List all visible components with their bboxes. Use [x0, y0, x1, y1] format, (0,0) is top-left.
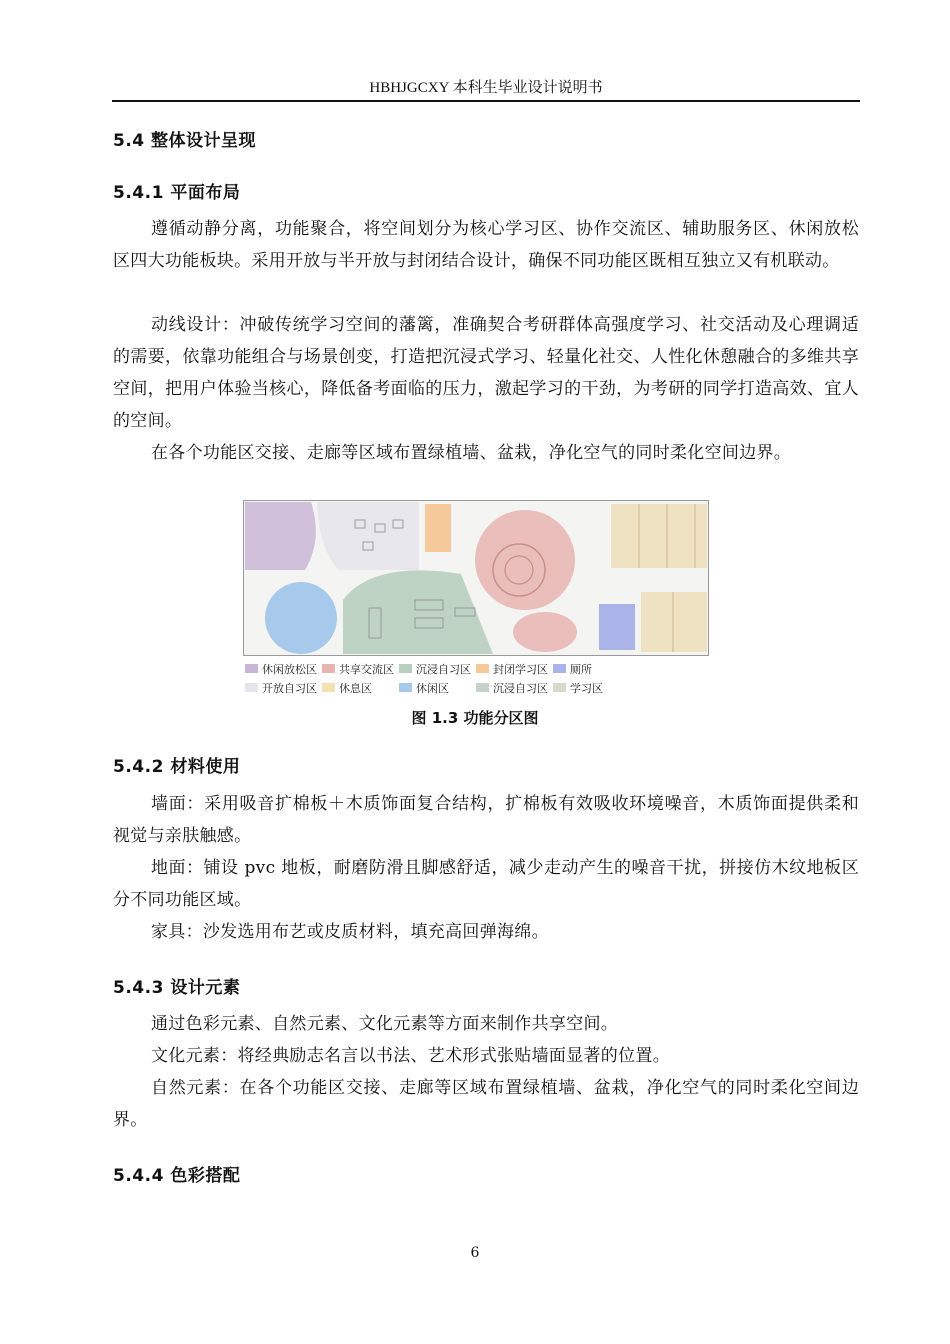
legend-item	[245, 680, 322, 696]
legend-swatch	[322, 683, 335, 692]
legend-swatch	[553, 664, 566, 673]
legend-label: 沉浸自习区	[493, 681, 548, 695]
legend-swatch	[245, 683, 258, 692]
zone-leisure	[265, 582, 337, 654]
legend-item	[399, 661, 476, 677]
legend-item	[476, 661, 553, 677]
zone-restroom	[599, 604, 635, 650]
paragraph-layout-2: 动线设计：冲破传统学习空间的藩篱，准确契合考研群体高强度学习、社交活动及心理调适的需要，依靠功能组合与场景创变，打造把沉浸式学习、轻量化社交、人性化休憩融合的多维共享空间，把用户体验当核心，降低备考面临的压力，激起学习的干劲，为考研的同学打造高效、宜人的空间。	[113, 315, 859, 431]
floor-plan-diagram	[243, 500, 709, 656]
legend-label: 封闭学习区	[493, 662, 548, 676]
legend-item	[476, 680, 553, 696]
legend-item	[399, 680, 476, 696]
zone-closed-study	[425, 504, 451, 552]
paragraph-material-2: 地面：铺设 pvc 地板，耐磨防滑且脚感舒适，减少走动产生的噪音干扰，拼接仿木纹地板区分不同功能区域。	[113, 858, 859, 910]
paragraph-element-3: 自然元素：在各个功能区交接、走廊等区域布置绿植墙、盆栽，净化空气的同时柔化空间边界。	[113, 1078, 859, 1130]
section-heading-5-4-2: 5.4.2 材料使用	[113, 757, 241, 777]
legend-swatch	[476, 664, 489, 673]
legend-swatch	[399, 683, 412, 692]
legend-swatch	[476, 683, 489, 692]
legend-item	[245, 661, 322, 677]
legend-swatch	[399, 664, 412, 673]
legend-label: 休闲区	[416, 681, 449, 695]
page-number: 6	[470, 1245, 480, 1261]
legend-label: 休闲放松区	[262, 662, 317, 676]
legend-label: 休息区	[339, 681, 372, 695]
legend-label: 学习区	[570, 681, 603, 695]
legend-item	[553, 680, 630, 696]
zone-open-study	[317, 502, 419, 570]
legend-swatch	[322, 664, 335, 673]
paragraph-element-2: 文化元素：将经典励志名言以书法、艺术形式张贴墙面显著的位置。	[151, 1046, 670, 1066]
zone-leisure-relax	[245, 502, 316, 570]
header-rule	[112, 100, 860, 102]
zone-rest	[513, 612, 577, 652]
zone-study-bottom	[641, 592, 707, 652]
paragraph-material-3: 家具：沙发选用布艺或皮质材料，填充高回弹海绵。	[151, 922, 549, 942]
zone-study-top	[611, 504, 707, 568]
figure-caption: 图 1.3 功能分区图	[411, 709, 539, 727]
paragraph-layout-1: 遵循动静分离，功能聚合，将空间划分为核心学习区、协作交流区、辅助服务区、休闲放松区四大功能板块。采用开放与半开放与封闭结合设计，确保不同功能区既相互独立又有机联动。	[113, 219, 859, 271]
legend-swatch	[553, 683, 566, 692]
legend-item	[322, 661, 399, 677]
legend-label: 厕所	[570, 662, 592, 676]
legend-label: 开放自习区	[262, 681, 317, 695]
running-header: HBHJGCXY 本科生毕业设计说明书	[369, 80, 603, 96]
section-heading-5-4-3: 5.4.3 设计元素	[113, 978, 241, 998]
legend-item	[322, 680, 399, 696]
section-heading-5-4-1: 5.4.1 平面布局	[113, 183, 241, 203]
legend-label: 共享交流区	[339, 662, 394, 676]
paragraph-element-1: 通过色彩元素、自然元素、文化元素等方面来制作共享空间。	[151, 1014, 619, 1034]
legend-swatch	[245, 664, 258, 673]
paragraph-material-1: 墙面：采用吸音扩棉板＋木质饰面复合结构，扩棉板有效吸收环境噪音，木质饰面提供柔和视觉与亲肤触感。	[113, 794, 859, 846]
paragraph-layout-3: 在各个功能区交接、走廊等区域布置绿植墙、盆栽，净化空气的同时柔化空间边界。	[151, 443, 792, 463]
legend-label: 沉浸自习区	[416, 662, 471, 676]
section-heading-5-4: 5.4 整体设计呈现	[113, 131, 257, 151]
legend-item	[553, 661, 630, 677]
section-heading-5-4-4: 5.4.4 色彩搭配	[113, 1166, 241, 1186]
figure-legend	[245, 659, 630, 697]
